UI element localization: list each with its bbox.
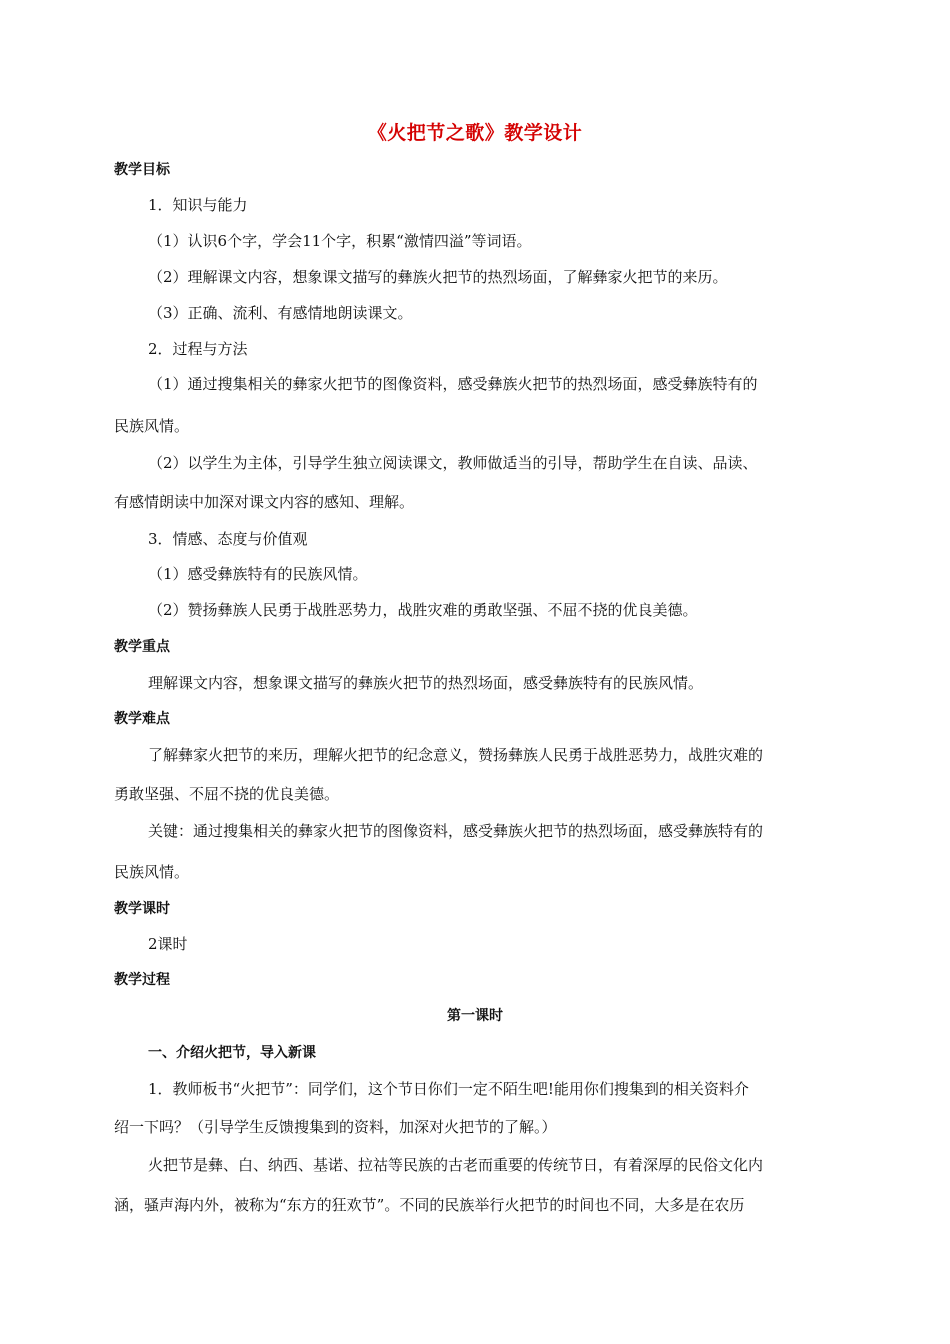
paragraph-line: （2）赞扬彝族人民勇于战胜恶势力，战胜灾难的勇敢坚强、不屈不挠的优良美德。 xyxy=(148,601,698,619)
paragraph-line: 有感情朗读中加深对课文内容的感知、理解。 xyxy=(114,493,415,511)
section-heading-teaching-goals: 教学目标 xyxy=(114,162,170,178)
paragraph-line: （1）通过搜集相关的彝家火把节的图像资料，感受彝族火把节的热烈场面，感受彝族特有的 xyxy=(148,375,758,393)
section-heading-teaching-process: 教学过程 xyxy=(114,972,170,988)
paragraph-line: 民族风情。 xyxy=(114,863,190,881)
lesson-title: 第一课时 xyxy=(447,1008,503,1024)
paragraph-line: 关键：通过搜集相关的彝家火把节的图像资料，感受彝族火把节的热烈场面，感受彝族特有的 xyxy=(148,822,764,840)
section-heading-difficulties: 教学难点 xyxy=(114,711,170,727)
section-heading-key-points: 教学重点 xyxy=(114,639,170,655)
paragraph-line: （2）以学生为主体，引导学生独立阅读课文，教师做适当的引导，帮助学生在自读、品读、 xyxy=(148,454,758,472)
goal-1-heading: 1．知识与能力 xyxy=(148,196,248,214)
paragraph-line: 民族风情。 xyxy=(114,417,190,435)
document-title: 《火把节之歌》教学设计 xyxy=(367,122,583,144)
paragraph-line: 理解课文内容，想象课文描写的彝族火把节的热烈场面，感受彝族特有的民族风情。 xyxy=(148,674,704,692)
goal-2-heading: 2．过程与方法 xyxy=(148,340,248,358)
paragraph-line: （1）感受彝族特有的民族风情。 xyxy=(148,565,368,583)
goal-3-heading: 3．情感、态度与价值观 xyxy=(148,530,308,548)
paragraph-line: 了解彝家火把节的来历，理解火把节的纪念意义，赞扬彝族人民勇于战胜恶势力，战胜灾难的 xyxy=(148,746,764,764)
paragraph-line: 绍一下吗？（引导学生反馈搜集到的资料，加深对火把节的了解。） xyxy=(114,1118,557,1136)
paragraph-line: 2课时 xyxy=(148,935,188,953)
section-heading-class-hours: 教学课时 xyxy=(114,901,170,917)
paragraph-line: 涵，骚声海内外，被称为“东方的狂欢节”。不同的民族举行火把节的时间也不同，大多是在农历 xyxy=(114,1196,745,1214)
paragraph-line: （3）正确、流利、有感情地朗读课文。 xyxy=(148,304,413,322)
paragraph-line: 1．教师板书“火把节”：同学们，这个节日你们一定不陌生吧!能用你们搜集到的相关资料介 xyxy=(148,1080,749,1098)
paragraph-line: 火把节是彝、白、纳西、基诺、拉祜等民族的古老而重要的传统节日，有着深厚的民俗文化内 xyxy=(148,1156,764,1174)
paragraph-line: （2）理解课文内容，想象课文描写的彝族火把节的热烈场面，了解彝家火把节的来历。 xyxy=(148,268,728,286)
subsection-heading: 一、介绍火把节，导入新课 xyxy=(148,1045,316,1061)
paragraph-line: 勇敢坚强、不屈不挠的优良美德。 xyxy=(114,785,340,803)
paragraph-line: （1）认识6个字，学会11个字，积累“激情四溢”等词语。 xyxy=(148,232,532,250)
